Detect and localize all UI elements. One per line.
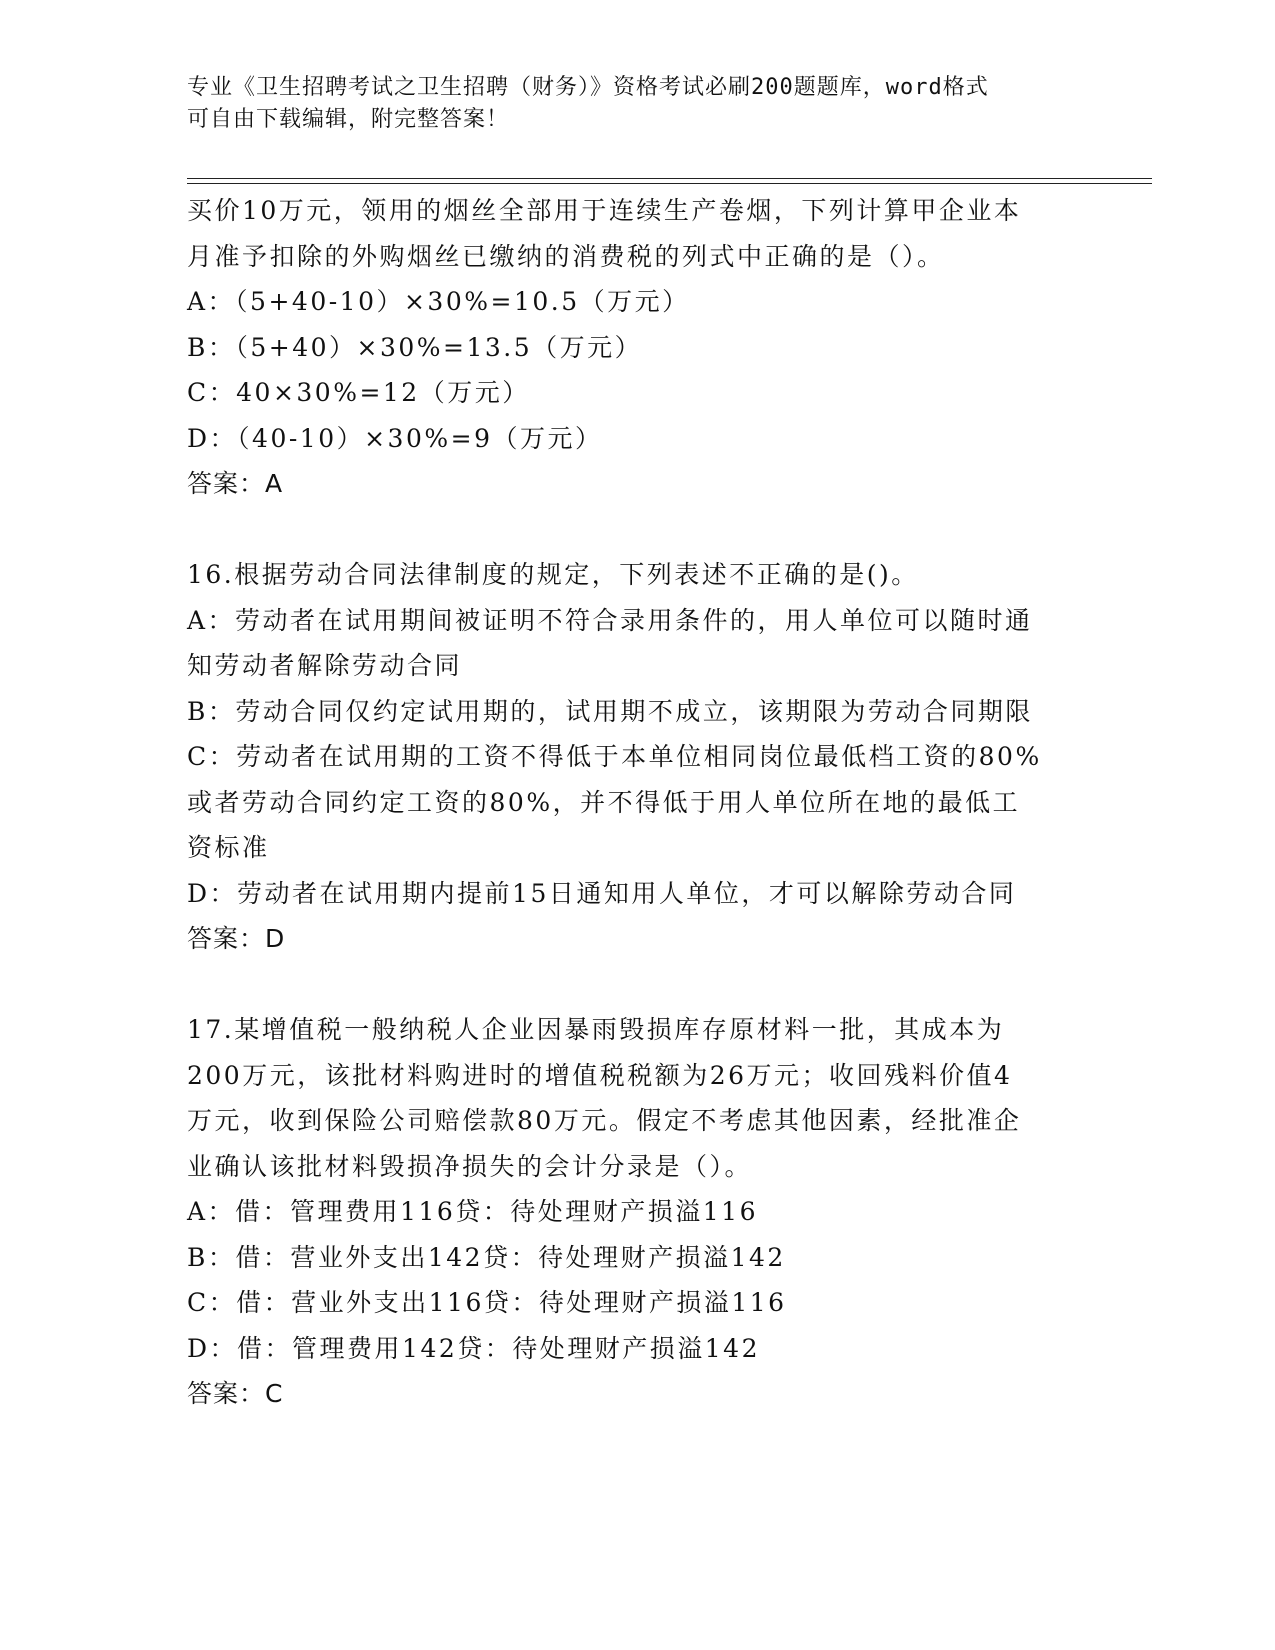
question-16-option-a-line-2: 知劳动者解除劳动合同 (187, 651, 463, 680)
header-divider-top (187, 178, 1152, 179)
question-16-option-c-line-3: 资标准 (187, 833, 270, 862)
document-header (187, 72, 1087, 136)
question-17-option-c: C：借：营业外支出116贷：待处理财产损溢116 (187, 1288, 787, 1317)
question-16-option-d: D：劳动者在试用期内提前15日通知用人单位，才可以解除劳动合同 (187, 878, 1017, 908)
header-line-1: 专业《卫生招聘考试之卫生招聘（财务）》资格考试必刷200题题库，word格式 (187, 75, 989, 100)
question-17-stem-line-3: 万元，收到保险公司赔偿款80万元。假定不考虑其他因素，经批准企 (187, 1106, 1022, 1135)
question-17-option-b: B：借：营业外支出142贷：待处理财产损溢142 (187, 1242, 786, 1272)
header-divider-bottom (187, 183, 1152, 184)
question-15-stem-line-2: 月准予扣除的外购烟丝已缴纳的消费税的列式中正确的是（）。 (187, 241, 945, 271)
question-16-option-b: B：劳动合同仅约定试用期的，试用期不成立，该期限为劳动合同期限 (187, 696, 1033, 726)
header-line-2: 可自由下载编辑，附完整答案！ (187, 107, 510, 132)
question-16-stem-line-1: 16.根据劳动合同法律制度的规定，下列表述不正确的是()。 (187, 560, 919, 589)
question-16-option-c-line-2: 或者劳动合同约定工资的80%，并不得低于用人单位所在地的最低工 (187, 787, 1021, 817)
question-15-option-a: A：（5+40-10）×30%=10.5（万元） (187, 287, 690, 316)
question-17 (187, 1007, 1087, 1417)
question-15-option-c: C：40×30%=12（万元） (187, 378, 530, 407)
question-16-answer: 答案：D (187, 924, 286, 953)
question-15-stem-line-1: 买价10万元，领用的烟丝全部用于连续生产卷烟，下列计算甲企业本 (187, 196, 1022, 225)
question-15-option-d: D：（40-10）×30%=9（万元） (187, 423, 603, 453)
question-15-option-b: B：（5+40）×30%=13.5（万元） (187, 332, 643, 362)
question-17-stem-line-4: 业确认该批材料毁损净损失的会计分录是（）。 (187, 1151, 753, 1181)
question-15 (187, 188, 1087, 507)
question-17-stem-line-2: 200万元，该批材料购进时的增值税税额为26万元；收回残料价值4 (187, 1060, 1013, 1090)
question-16 (187, 552, 1087, 962)
question-17-answer: 答案：C (187, 1379, 284, 1408)
question-content (187, 188, 1087, 1417)
question-17-stem-line-1: 17.某增值税一般纳税人企业因暴雨毁损库存原材料一批，其成本为 (187, 1015, 1005, 1044)
question-16-option-c-line-1: C：劳动者在试用期的工资不得低于本单位相同岗位最低档工资的80% (187, 742, 1042, 771)
question-17-option-d: D：借：管理费用142贷：待处理财产损溢142 (187, 1333, 760, 1363)
question-16-option-a-line-1: A：劳动者在试用期间被证明不符合录用条件的，用人单位可以随时通 (187, 605, 1033, 635)
question-17-option-a: A：借：管理费用116贷：待处理财产损溢116 (187, 1197, 758, 1226)
spacer (187, 507, 1087, 553)
spacer (187, 962, 1087, 1008)
question-15-answer: 答案：A (187, 469, 284, 498)
